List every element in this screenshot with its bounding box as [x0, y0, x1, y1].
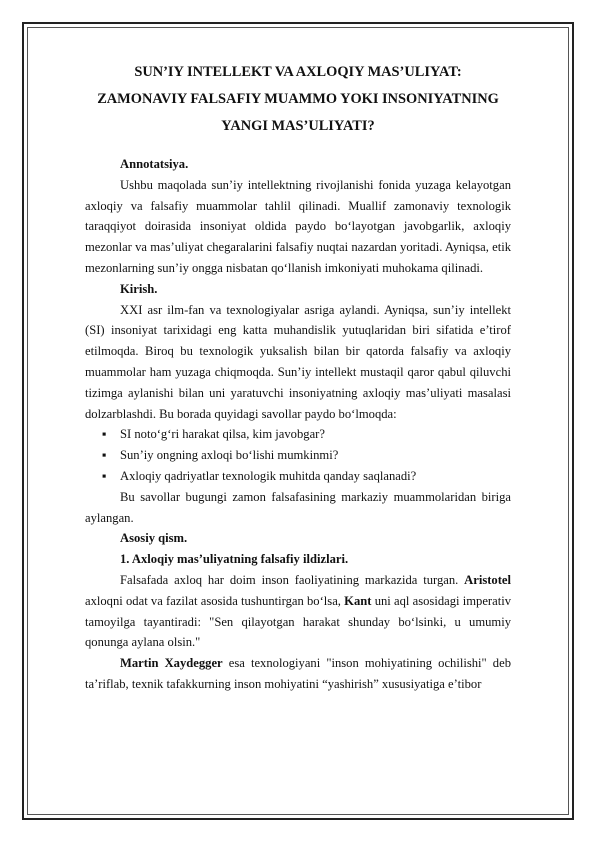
- name-heidegger: Martin Xaydegger: [120, 656, 223, 671]
- intro-heading: Kirish.: [120, 281, 158, 296]
- name-aristotle: Aristotel: [464, 572, 511, 587]
- name-kant: Kant: [344, 593, 372, 608]
- title-line-1: SUN’IY INTELLEKT VA AXLOQIY MAS’ULIYAT:: [134, 64, 462, 80]
- intro-paragraph: XXI asr ilm-fan va texnologiyalar asriga aylandi. Ayniqsa, sun’iy intellekt (SI) insoniyat tarixidagi eng katta muhandislik yutuqlaridan biri sifatida e’tirof etilmoqda. Biroq bu texnologik yuksalish bilan bir qatorda falsafiy va axloqiy muammolar ham yuzaga chiqmoqda. Sun’iy intellekt mustaqil qaror qabul qiluvchi tizimga aylanishi bilan uni yaratuvchi insoniyatning axloqiy mas’uliyati masalasi dolzarblashdi. Bu borada quyidagi savollar paydo bo‘lmoqda:: [85, 302, 511, 421]
- list-item-text: Axloqiy qadriyatlar texnologik muhitda qanday saqlanadi?: [120, 468, 417, 483]
- main-subheading: 1. Axloqiy mas’uliyatning falsafiy ildizlari.: [120, 552, 349, 567]
- question-list: [85, 424, 511, 486]
- paragraph-text: uni aql asosidagi imperativ tamoyilga tayantiradi: "Sen qilayotgan harakat shunday bo‘lsinki, u umumiy qonunga aylana olsin.": [85, 593, 512, 650]
- paragraph-text: esa texnologiyani "inson mohiyatining ochilishi" deb ta’riflab, texnik tafakkurning inson mohiyatini “yashirish” xususiyatiga e’tibor: [85, 656, 511, 691]
- list-item: [85, 466, 511, 487]
- bullet-icon: ▪: [102, 468, 107, 483]
- document-body: [85, 59, 511, 695]
- title-line-2: ZAMONAVIY FALSAFIY MUAMMO YOKI INSONIYATNING: [97, 91, 499, 107]
- annotation-heading: Annotatsiya.: [120, 157, 189, 171]
- list-item-text: Sun’iy ongning axloqi bo‘lishi mumkinmi?: [120, 448, 339, 463]
- intro-closing-paragraph: Bu savollar bugungi zamon falsafasining markaziy muammolaridan biriga aylangan.: [85, 489, 511, 525]
- list-item: [85, 424, 511, 445]
- article-title: [85, 59, 511, 140]
- heidegger-paragraph: [85, 653, 511, 695]
- bullet-icon: ▪: [102, 448, 107, 463]
- annotation-paragraph: Ushbu maqolada sun’iy intellektning rivojlanishi fonida yuzaga kelayotgan axloqiy va falsafiy muammolar tahlil qilinadi. Muallif zamonaviy texnologik taraqqiyot doirasida insoniyat oldida paydo bo‘layotgan javobgarlik, axloqiy mezonlar va mas’uliyat chegaralarini falsafiy nuqtai nazardan yoritadi. Ayniqsa, etik mezonlarning sun’iy ongga nisbatan qo‘llanish imkoniyati muhokama qilinadi.: [85, 177, 511, 275]
- title-line-3: YANGI MAS’ULIYATI?: [221, 118, 375, 134]
- bullet-icon: ▪: [102, 427, 107, 442]
- ethics-roots-paragraph: [85, 570, 511, 653]
- paragraph-text: Falsafada axloq har doim inson faoliyatining markazida turgan.: [120, 572, 465, 587]
- list-item: [85, 445, 511, 466]
- main-heading: Asosiy qism.: [120, 531, 188, 546]
- list-item-text: SI noto‘g‘ri harakat qilsa, kim javobgar?: [120, 427, 325, 442]
- paragraph-text: axloqni odat va fazilat asosida tushuntirgan bo‘lsa,: [85, 593, 345, 608]
